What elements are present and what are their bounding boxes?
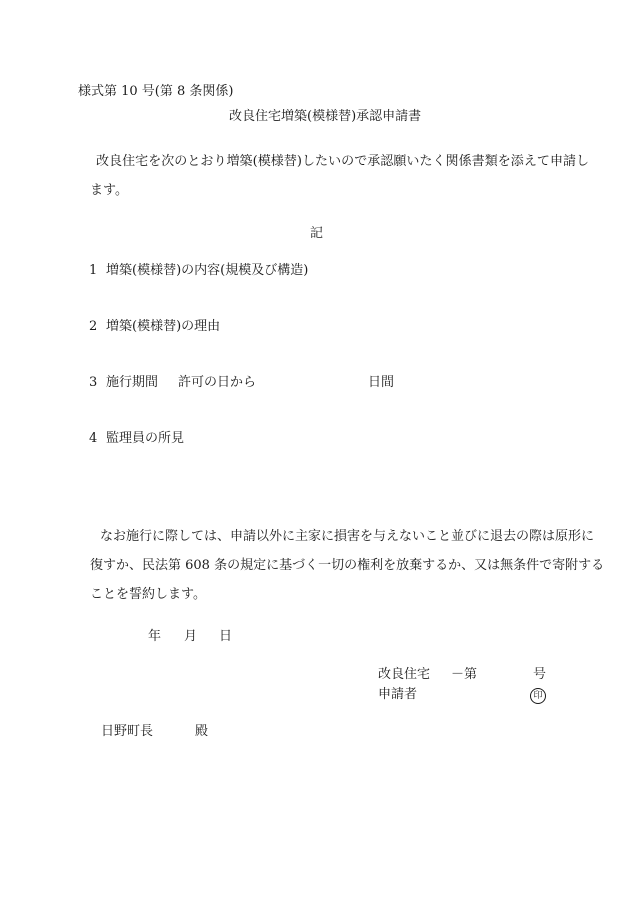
form-number: 様式第 10 号(第 8 条関係) [78,84,234,99]
date-year: 年 [148,629,162,644]
addressee-name: 日野町長 [101,724,154,739]
item-3-label: 施行期間 [106,375,159,390]
item-4-label: 監理員の所見 [106,431,185,446]
seal-stamp-icon: 印 [530,688,546,704]
ki-heading: 記 [310,226,324,241]
item-1-label: 増築(模様替)の内容(規模及び構造) [106,263,309,278]
item-3-days-text: 日間 [368,375,395,390]
document-title: 改良住宅増築(模様替)承認申請書 [229,109,422,124]
item-2-label: 増築(模様替)の理由 [106,319,221,334]
intro-line-1: 改良住宅を次のとおり増築(模様替)したいので承認願いたく関係書類を添えて申請し [96,154,590,169]
applicant-label: 申請者 [378,687,418,702]
intro-line-2: ます。 [90,183,128,198]
applicant-go: 号 [533,667,547,682]
addressee-honorific: 殿 [195,724,209,739]
pledge-line-3: ことを誓約します。 [90,587,206,602]
item-3-number: 3 [89,375,98,390]
date-month: 月 [184,629,198,644]
item-2-number: 2 [89,319,98,334]
applicant-housing: 改良住宅 [378,667,431,682]
date-day: 日 [219,629,233,644]
item-4-number: 4 [89,431,98,446]
item-3-from-text: 許可の日から [178,375,257,390]
applicant-dash-no: －第 [451,667,478,682]
pledge-line-1: なお施行に際しては、申請以外に主家に損害を与えないこと並びに退去の際は原形に [100,529,595,544]
item-1-number: 1 [89,263,98,278]
pledge-line-2: 復すか、民法第 608 条の規定に基づく一切の権利を放棄するか、又は無条件で寄附する [90,558,605,573]
